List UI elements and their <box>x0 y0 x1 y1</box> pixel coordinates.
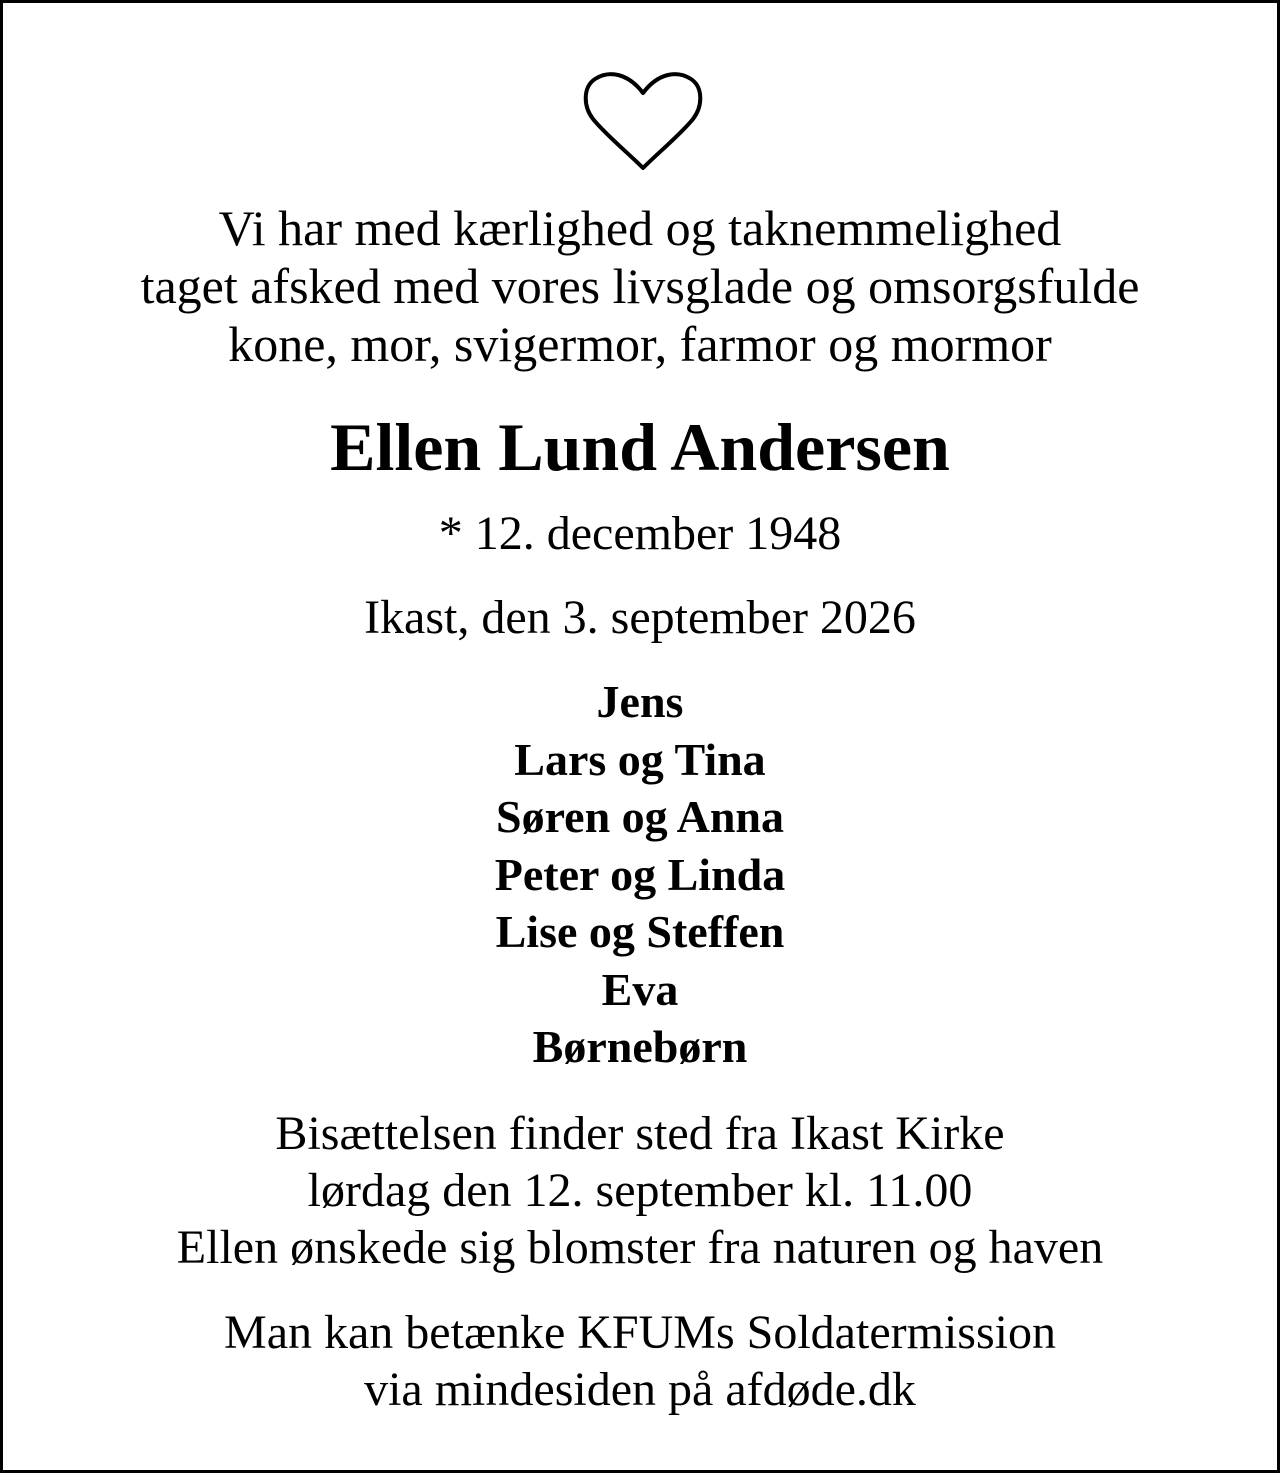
family-member: Eva <box>601 963 679 1015</box>
service-line: lørdag den 12. september kl. 11.00 <box>307 1164 973 1217</box>
intro-line: Vi har med kærlighed og taknemmelighed <box>218 200 1062 256</box>
service-line: Ellen ønskede sig blomster fra naturen og haven <box>176 1221 1104 1274</box>
heart-icon <box>581 69 705 171</box>
family-member: Lise og Steffen <box>495 906 785 957</box>
family-member: Lars og Tina <box>514 733 766 785</box>
deceased-name: Ellen Lund Andersen <box>330 409 950 485</box>
service-line: Bisættelsen finder sted fra Ikast Kirke <box>275 1107 1005 1160</box>
family-member: Børnebørn <box>532 1021 748 1072</box>
birth-date: * 12. december 1948 <box>438 507 842 560</box>
funeral-service-info <box>3 1105 1277 1276</box>
family-member: Peter og Linda <box>494 848 786 900</box>
intro-line: taget afsked med vores livsglade og omsorgsfulde <box>140 258 1140 314</box>
place-and-date: Ikast, den 3. september 2026 <box>364 591 916 644</box>
intro-line: kone, mor, svigermor, farmor og mormor <box>228 316 1052 372</box>
family-member: Søren og Anna <box>495 791 785 842</box>
memorial-donation-info <box>3 1304 1277 1418</box>
family-list <box>3 673 1277 1076</box>
memorial-line: via mindesiden på afdøde.dk <box>364 1363 916 1416</box>
memorial-line: Man kan betænke KFUMs Soldatermission <box>224 1306 1056 1359</box>
family-member: Jens <box>596 676 684 727</box>
intro-text <box>3 199 1277 373</box>
